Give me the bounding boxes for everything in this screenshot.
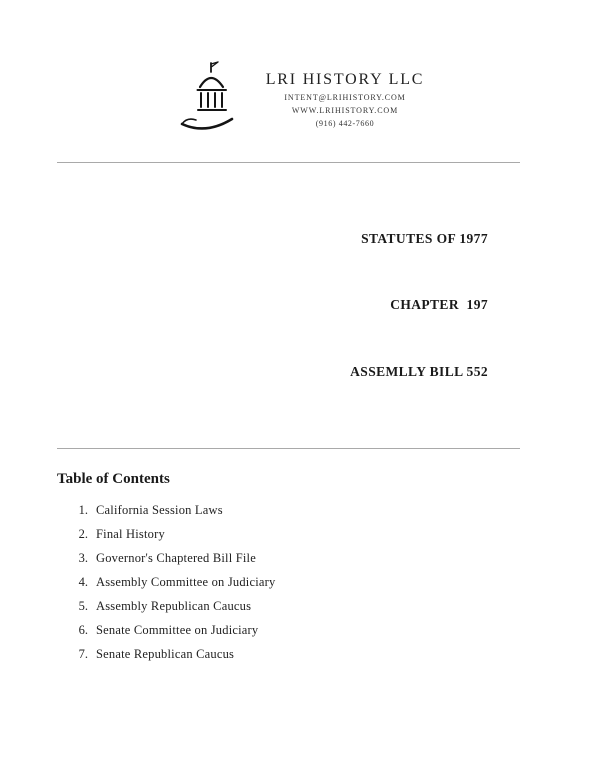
toc-item-label: Governor's Chaptered Bill File <box>96 550 256 565</box>
toc-item-label: California Session Laws <box>96 502 223 517</box>
toc-item <box>70 576 600 589</box>
letterhead <box>0 0 600 138</box>
company-website: WWW.LRIHISTORY.COM <box>291 105 399 115</box>
statute-line-statutes: STATUTES OF 1977 <box>361 230 488 246</box>
toc-list <box>70 504 600 661</box>
toc-item-number: 3. <box>78 550 88 565</box>
toc-item <box>70 504 600 517</box>
toc-item-number: 5. <box>78 598 88 613</box>
toc-item-number: 7. <box>78 646 88 661</box>
toc-item-label: Assembly Committee on Judiciary <box>96 574 276 589</box>
letterhead-text <box>266 71 425 128</box>
statute-line-chapter: CHAPTER 197 <box>390 297 488 313</box>
statute-block <box>0 183 488 428</box>
divider-bottom <box>57 448 520 449</box>
toc-item-label: Senate Republican Caucus <box>96 646 235 661</box>
toc-item-label: Senate Committee on Judiciary <box>96 622 259 637</box>
toc-item-number: 4. <box>78 574 88 589</box>
statute-line-bill: ASSEMLLY BILL 552 <box>350 364 488 380</box>
company-email: INTENT@LRIHISTORY.COM <box>284 92 406 102</box>
company-name: LRI HISTORY LLC <box>265 70 425 88</box>
toc-item <box>70 648 600 661</box>
toc-item <box>70 624 600 637</box>
toc-item-number: 1. <box>78 502 88 517</box>
company-phone: (916) 442-7660 <box>315 118 375 128</box>
toc-item-label: Final History <box>96 526 165 541</box>
toc-item-number: 2. <box>78 526 88 541</box>
toc-item <box>70 552 600 565</box>
toc-item <box>70 600 600 613</box>
capitol-building-icon <box>176 60 240 138</box>
toc-title: Table of Contents <box>57 470 170 487</box>
toc-item-number: 6. <box>78 622 88 637</box>
divider-top <box>57 162 520 163</box>
toc-item <box>70 528 600 541</box>
toc-item-label: Assembly Republican Caucus <box>96 598 252 613</box>
